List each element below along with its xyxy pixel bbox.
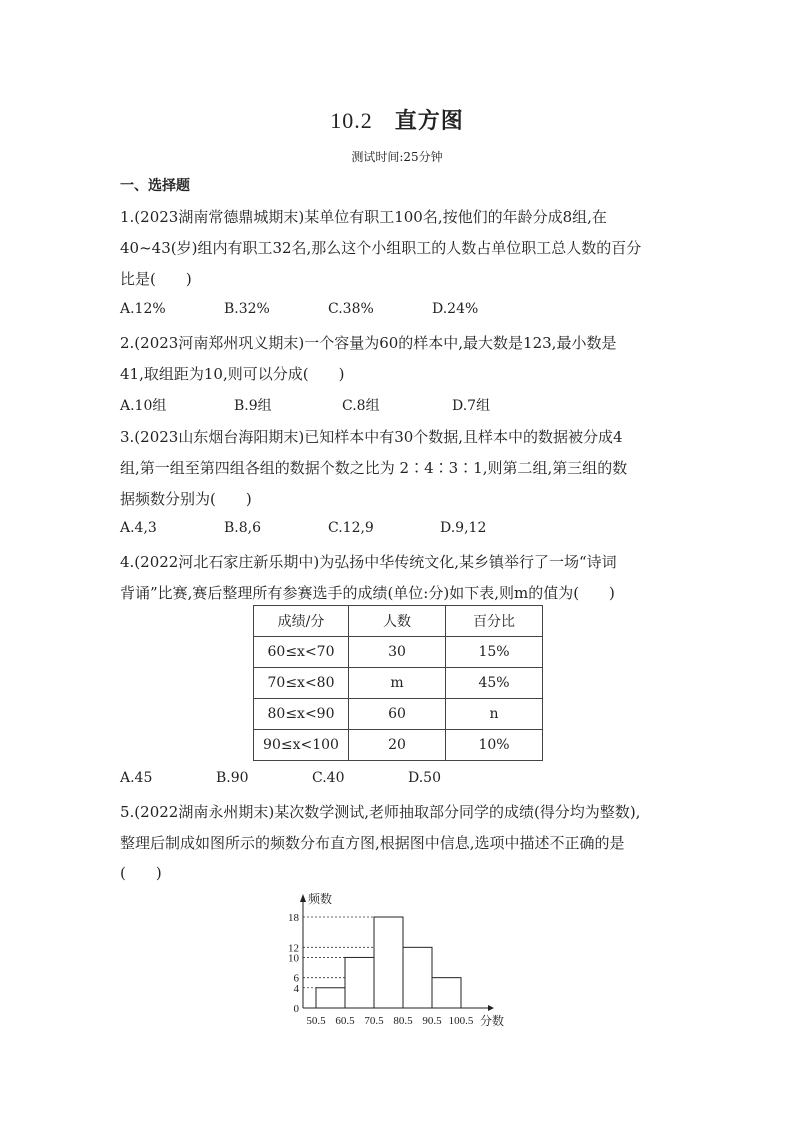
question-2-option-d[interactable]: D.7组	[452, 398, 491, 414]
question-3-option-c[interactable]: C.12,9	[328, 520, 374, 536]
table-header-cell: 人数	[349, 606, 446, 637]
histogram-bar	[403, 947, 432, 1008]
question-4-option-d[interactable]: D.50	[408, 770, 441, 786]
question-4-line-2: 背诵”比赛,赛后整理所有参赛选手的成绩(单位:分)如下表,则m的值为( )	[120, 584, 615, 602]
question-5-line-2: 整理后制成如图所示的频数分布直方图,根据图中信息,选项中描述不正确的是	[120, 834, 625, 852]
section-heading: 一、选择题	[120, 178, 190, 194]
y-tick-label: 6	[293, 972, 299, 985]
table-header-cell: 成绩/分	[254, 606, 349, 637]
test-time: 测试时间:25分钟	[351, 150, 443, 164]
y-tick-label: 0	[293, 1003, 299, 1015]
table-cell: 90≤x<100	[254, 730, 349, 761]
table-cell: 80≤x<90	[254, 699, 349, 730]
table-cell: 30	[349, 637, 446, 668]
page-title	[0, 104, 794, 135]
table-header-row	[254, 606, 543, 637]
question-1-option-d[interactable]: D.24%	[432, 301, 479, 317]
question-3-line-2: 组,第一组至第四组各组的数据个数之比为 2∶4∶3∶1,则第二组,第三组的数	[120, 459, 628, 477]
y-tick-label: 10	[288, 952, 299, 965]
question-3-line-3: 据频数分别为( )	[120, 490, 252, 508]
question-4-option-c[interactable]: C.40	[312, 770, 345, 786]
table-cell: 10%	[446, 730, 543, 761]
table-header-cell: 百分比	[446, 606, 543, 637]
question-3-line-1: 3.(2023山东烟台海阳期末)已知样本中有30个数据,且样本中的数据被分成4	[120, 428, 623, 446]
histogram-bar	[432, 978, 461, 1008]
y-tick-label: 12	[288, 942, 299, 955]
question-1-option-b[interactable]: B.32%	[224, 301, 270, 317]
x-axis-label: 分数	[480, 1014, 505, 1028]
question-1-line-1: 1.(2023湖南常德鼎城期末)某单位有职工100名,按他们的年龄分成8组,在	[120, 208, 607, 226]
table-cell: 15%	[446, 637, 543, 668]
question-2-line-1: 2.(2023河南郑州巩义期末)一个容量为60的样本中,最大数是123,最小数是	[120, 334, 617, 352]
table-cell: 60	[349, 699, 446, 730]
histogram-bar	[345, 957, 374, 1008]
question-1-line-2: 40~43(岁)组内有职工32名,那么这个小组职工的人数占单位职工总人数的百分	[120, 239, 642, 257]
table-row	[254, 730, 543, 761]
table-row	[254, 668, 543, 699]
x-tick-label: 60.5	[335, 1015, 355, 1027]
question-2-option-b[interactable]: B.9组	[234, 398, 272, 414]
histogram-bar	[374, 917, 403, 1008]
histogram-bar	[316, 988, 345, 1008]
question-5-line-3: ( )	[120, 864, 162, 882]
table-cell: 45%	[446, 668, 543, 699]
score-table	[253, 605, 543, 761]
question-4-line-1: 4.(2022河北石家庄新乐期中)为弘扬中华传统文化,某乡镇举行了一场“诗词	[120, 553, 617, 571]
y-axis-arrow	[300, 894, 306, 902]
section-number: 10.2	[330, 108, 373, 133]
x-tick-label: 90.5	[422, 1015, 442, 1027]
question-5-line-1: 5.(2022湖南永州期末)某次数学测试,老师抽取部分同学的成绩(得分均为整数),	[120, 803, 641, 821]
y-tick-label: 18	[288, 912, 299, 924]
table-row	[254, 699, 543, 730]
x-tick-label: 70.5	[364, 1015, 384, 1027]
y-tick-label: 4	[293, 982, 299, 995]
question-1-option-c[interactable]: C.38%	[328, 301, 374, 317]
table-cell: 20	[349, 730, 446, 761]
table-cell: n	[446, 699, 543, 730]
question-3-option-d[interactable]: D.9,12	[440, 520, 487, 536]
frequency-histogram	[280, 888, 520, 1038]
question-4-option-b[interactable]: B.90	[216, 770, 249, 786]
question-3-option-a[interactable]: A.4,3	[120, 520, 157, 536]
question-1-option-a[interactable]: A.12%	[120, 301, 166, 317]
question-4-option-a[interactable]: A.45	[120, 770, 153, 786]
table-cell: 60≤x<70	[254, 637, 349, 668]
question-2-option-a[interactable]: A.10组	[120, 398, 167, 414]
question-2-line-2: 41,取组距为10,则可以分成( )	[120, 365, 345, 383]
question-3-option-b[interactable]: B.8,6	[224, 520, 262, 536]
question-2-option-c[interactable]: C.8组	[342, 398, 380, 414]
table-cell: 70≤x<80	[254, 668, 349, 699]
question-1-line-3: 比是( )	[120, 270, 192, 288]
x-tick-label: 100.5	[448, 1015, 474, 1027]
table-row	[254, 637, 543, 668]
y-axis-label: 频数	[308, 892, 333, 906]
x-axis-arrow	[488, 1005, 494, 1011]
x-tick-label: 50.5	[306, 1015, 326, 1027]
section-name: 直方图	[394, 108, 464, 134]
x-tick-label: 80.5	[393, 1015, 413, 1027]
table-cell: m	[349, 668, 446, 699]
